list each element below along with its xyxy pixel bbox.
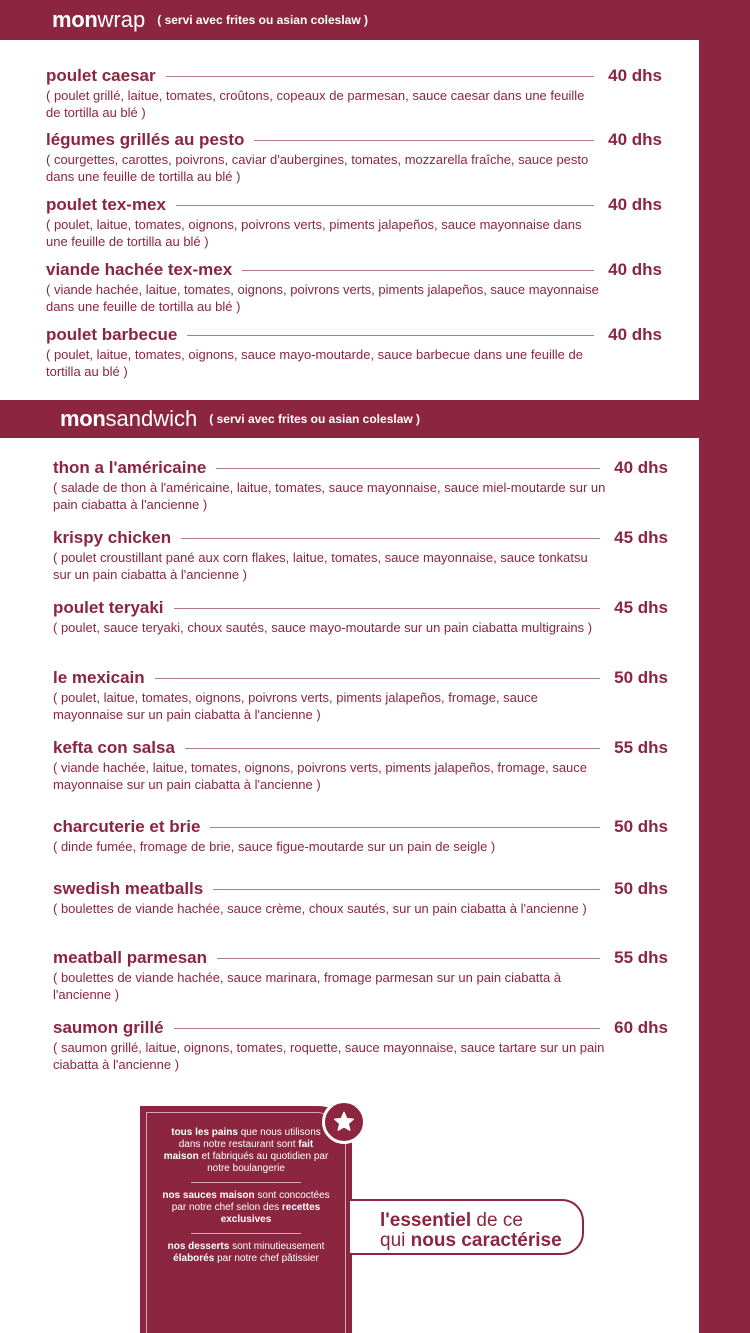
dotted-leader [174, 1028, 601, 1029]
info-bold: recettes exclusives [220, 1202, 321, 1225]
info-bold: élaborés [173, 1253, 215, 1264]
item-name: swedish meatballs [53, 879, 204, 898]
item-name: meatball parmesan [53, 948, 208, 967]
item-price: 40 dhs [608, 130, 662, 149]
item-name: poulet teryaki [53, 598, 164, 617]
tagline-text: qui [380, 1230, 411, 1251]
tagline-bold: nous caractérise [410, 1230, 562, 1251]
dotted-leader [185, 748, 600, 749]
item-price: 40 dhs [608, 66, 662, 85]
info-box-content [146, 1112, 346, 1333]
info-text: par notre chef pâtissier [214, 1253, 319, 1264]
item-description: ( poulet, laitue, tomates, oignons, sauce mayo-moutarde, sauce barbecue dans une feuille de tortilla au blé ) [46, 347, 583, 379]
tagline [350, 1199, 584, 1255]
item-description: ( viande hachée, laitue, tomates, oignons, poivrons verts, piments jalapeños, sauce mayonnaise dans une feuille de tortilla au blé ) [46, 282, 599, 314]
dotted-leader [176, 205, 594, 206]
menu-item [53, 668, 668, 723]
divider [191, 1182, 301, 1183]
menu-item [46, 325, 662, 380]
menu-item [53, 458, 668, 513]
section-title-prefix: mon [60, 406, 106, 431]
dotted-leader [254, 140, 594, 141]
item-price: 45 dhs [614, 528, 668, 547]
item-price: 60 dhs [614, 1018, 668, 1037]
menu-item [53, 528, 668, 583]
menu-item [46, 130, 662, 185]
dotted-leader [174, 608, 601, 609]
dotted-leader [155, 678, 600, 679]
item-price: 40 dhs [608, 195, 662, 214]
item-name: poulet caesar [46, 66, 156, 85]
menu-item [46, 260, 662, 315]
star-icon [322, 1100, 366, 1144]
item-name: krispy chicken [53, 528, 172, 547]
item-description: ( poulet croustillant pané aux corn flakes, laitue, tomates, sauce mayonnaise, sauce tonkatsu sur un pain ciabatta à l'ancienne ) [53, 550, 588, 582]
menu-item [46, 195, 662, 250]
info-bold: fait maison [163, 1139, 314, 1162]
divider [191, 1233, 301, 1234]
info-text: et fabriqués au quotidien par notre boulangerie [198, 1151, 329, 1174]
tagline-bold: l'essentiel [380, 1210, 472, 1231]
dotted-leader [210, 827, 600, 828]
dotted-leader [216, 468, 600, 469]
item-description: ( saumon grillé, laitue, oignons, tomates, roquette, sauce mayonnaise, sauce tartare sur un pain ciabatta à l'ancienne ) [53, 1040, 605, 1072]
item-description: ( poulet, laitue, tomates, oignons, poivrons verts, piments jalapeños, fromage, sauce mayonnaise sur un pain ciabatta à l'ancienne ) [53, 690, 538, 722]
item-description: ( courgettes, carottes, poivrons, caviar d'aubergines, tomates, mozzarella fraîche, sauce pesto dans une feuille de tortilla au blé ) [46, 152, 589, 184]
info-desserts [157, 1241, 335, 1265]
section-served-note: ( servi avec frites ou asian coleslaw ) [157, 13, 369, 27]
menu-item [53, 738, 668, 793]
tagline-text: de ce [471, 1210, 523, 1231]
item-price: 55 dhs [614, 738, 668, 757]
tagline-line-1 [380, 1211, 582, 1231]
item-name: le mexicain [53, 668, 145, 687]
dotted-leader [181, 538, 600, 539]
item-price: 45 dhs [614, 598, 668, 617]
item-name: poulet tex-mex [46, 195, 166, 214]
item-description: ( poulet, laitue, tomates, oignons, poivrons verts, piments jalapeños, sauce mayonnaise dans une feuille de tortilla au blé ) [46, 217, 582, 249]
info-bold: nos sauces maison [162, 1190, 255, 1201]
section-title: wrap [97, 7, 146, 32]
info-box [140, 1106, 352, 1333]
item-price: 50 dhs [614, 879, 668, 898]
info-bold: nos desserts [167, 1241, 230, 1252]
item-description: ( dinde fumée, fromage de brie, sauce figue-moutarde sur un pain de seigle ) [53, 839, 496, 854]
info-text: sont minutieusement [229, 1241, 325, 1252]
item-price: 40 dhs [608, 325, 662, 344]
item-name: légumes grillés au pesto [46, 130, 245, 149]
menu-item [53, 948, 668, 1003]
section-header-wrap [0, 0, 699, 40]
item-name: kefta con salsa [53, 738, 175, 757]
item-description: ( boulettes de viande hachée, sauce marinara, fromage parmesan sur un pain ciabatta à l'ancienne ) [53, 970, 562, 1002]
section-title: sandwich [105, 406, 198, 431]
dotted-leader [166, 76, 595, 77]
info-bold: tous les pains [171, 1127, 238, 1138]
item-description: ( viande hachée, laitue, tomates, oignons, poivrons verts, piments jalapeños, fromage, sauce mayonnaise sur un pain ciabatta à l'ancienne ) [53, 760, 588, 792]
item-description: ( salade de thon à l'américaine, laitue, tomates, sauce mayonnaise, sauce miel-moutarde sur un pain ciabatta à l'ancienne ) [53, 480, 606, 512]
item-name: saumon grillé [53, 1018, 164, 1037]
item-name: charcuterie et brie [53, 817, 201, 836]
menu-item [46, 66, 662, 121]
menu-item [53, 879, 668, 917]
section-title-prefix: mon [52, 7, 98, 32]
menu-item [53, 598, 668, 636]
item-description: ( poulet grillé, laitue, tomates, croûtons, copeaux de parmesan, sauce caesar dans une feuille de tortilla au blé ) [46, 88, 585, 120]
item-name: poulet barbecue [46, 325, 178, 344]
info-text: sont concoctées par notre chef selon des [171, 1190, 330, 1213]
right-decorative-band [699, 0, 750, 1333]
info-pains [157, 1127, 335, 1175]
section-header-sandwich [0, 400, 699, 438]
item-description: ( poulet, sauce teryaki, choux sautés, sauce mayo-moutarde sur un pain ciabatta multigrains ) [53, 620, 593, 635]
dotted-leader [242, 270, 594, 271]
item-price: 40 dhs [614, 458, 668, 477]
item-price: 55 dhs [614, 948, 668, 967]
dotted-leader [217, 958, 600, 959]
dotted-leader [213, 889, 600, 890]
dotted-leader [187, 335, 594, 336]
section-served-note: ( servi avec frites ou asian coleslaw ) [209, 412, 421, 426]
item-name: viande hachée tex-mex [46, 260, 233, 279]
menu-item [53, 817, 668, 855]
info-sauces [157, 1190, 335, 1226]
info-text: que nous utilisons dans notre restaurant sont [178, 1127, 321, 1150]
item-description: ( boulettes de viande hachée, sauce crème, choux sautés, sur un pain ciabatta à l'ancienne ) [53, 901, 587, 916]
item-price: 40 dhs [608, 260, 662, 279]
menu-item [53, 1018, 668, 1073]
item-price: 50 dhs [614, 817, 668, 836]
tagline-line-2 [380, 1231, 582, 1251]
item-price: 50 dhs [614, 668, 668, 687]
item-name: thon a l'américaine [53, 458, 207, 477]
